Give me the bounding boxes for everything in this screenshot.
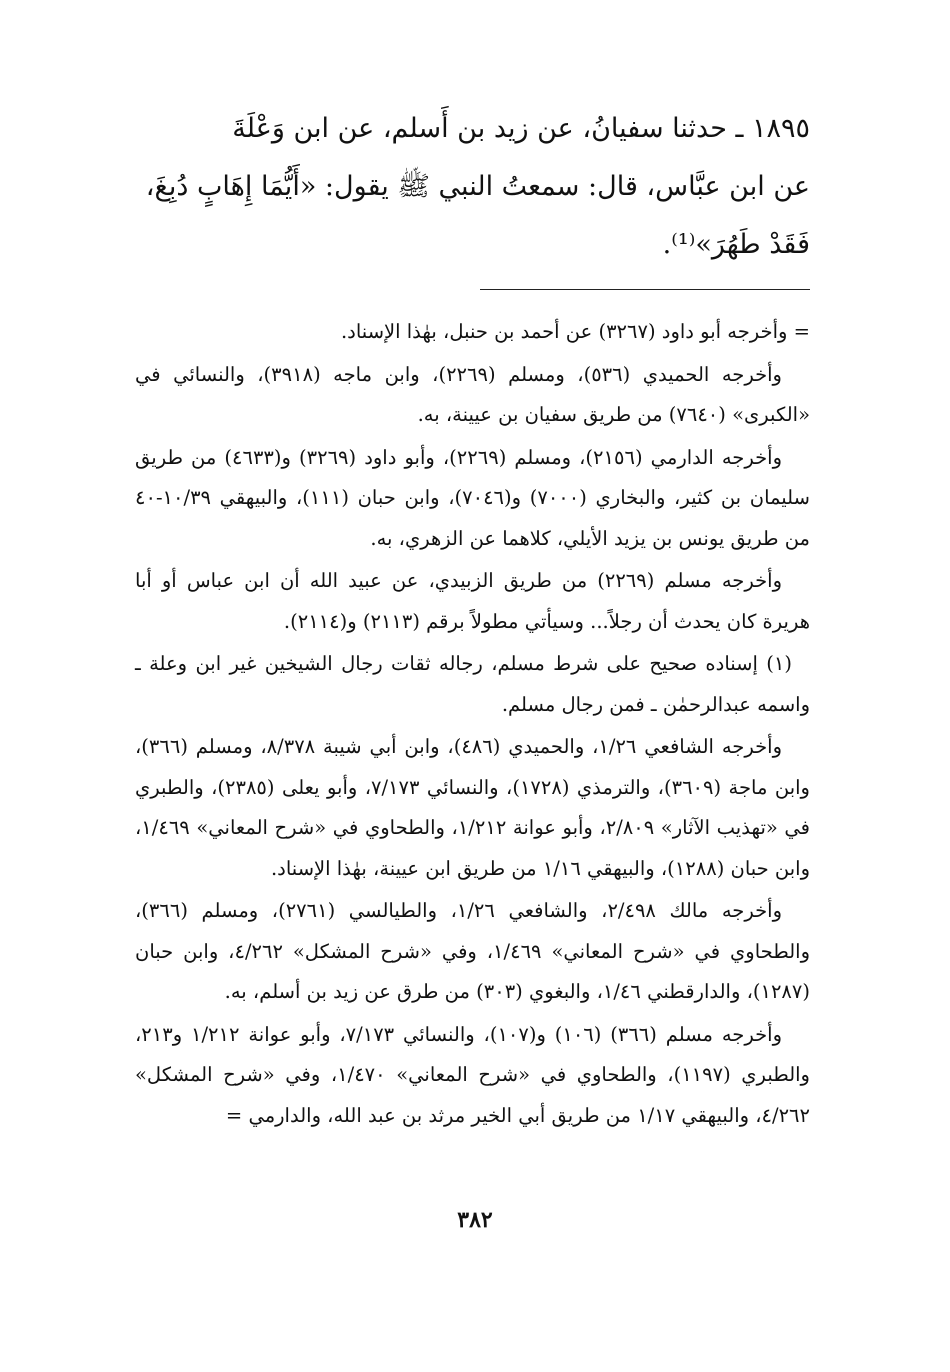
note-paragraph: وأخرجه الدارمي (٢١٥٦)، ومسلم (٢٢٦٩)، وأبو داود (٣٢٦٩) و(٤٦٣٣) من طريق سليمان بن كثير، والبخاري (٧٠٠٠) و(٧٠٤٦)، وابن حبان (١١١)، والبيهقي ١٠/٣٩-٤٠ من طريق يونس بن يزيد الأيلي، كلاهما عن الزهري، به. [135,445,810,550]
note-paragraph: وأخرجه الشافعي ١/٢٦، والحميدي (٤٨٦)، وابن أبي شيبة ٨/٣٧٨، ومسلم (٣٦٦)، وابن ماجة (٣٦٠٩)، والترمذي (١٧٢٨)، والنسائي ٧/١٧٣، وأبو يعلى (٢٣٨٥)، والطبري في «تهذيب الآثار» ٢/٨٠٩، وأبو عوانة ١/٢١٢، والطحاوي في «شرح المعاني» ١/٤٦٩، وابن حبان (١٢٨٨)، والبيهقي ١/١٦ من طريق ابن عيينة، بهٰذا الإسناد. [135,735,810,880]
page-number: ٣٨٢ [457,1207,493,1233]
hadith-text [130,100,810,274]
hadith-line-3: فَقَدْ طَهُرَ»⁽¹⁾. [662,229,810,260]
hadith-line-1: ١٨٩٥ ـ حدثنا سفيانُ، عن زيد بن أَسلم، عن ابن وَعْلَةَ [232,113,810,144]
note-paragraph: وأخرجه مسلم (٣٦٦) (١٠٦) و(١٠٧)، والنسائي ٧/١٧٣، وأبو عوانة ١/٢١٢ و٢١٣، والطبري (١١٩٧)، والطحاوي في «شرح المعاني» ١/٤٧٠، وفي «شرح المشكل» ٤/٢٦٢، والبيهقي ١/١٧ من طريق أبي الخير مرثد بن عبد الله، والدارمي = [135,1022,810,1127]
note-paragraph: = وأخرجه أبو داود (٣٢٦٧) عن أحمد بن حنبل، بهٰذا الإسناد. [340,320,810,343]
footnote-separator [480,289,810,290]
note-paragraph: وأخرجه مسلم (٢٢٦٩) من طريق الزبيدي، عن عبيد الله أن ابن عباس أو أبا هريرة كان يحدث أن رجلاً... وسيأتي مطولاً برقم (٢١١٣) و(٢١١٤). [135,569,810,633]
hadith-line-2: عن ابن عبَّاس، قال: سمعتُ النبي ﷺ يقول: «أَيُّمَا إِهَابٍ دُبِغَ، [145,171,810,202]
footnotes [135,312,810,1138]
note-paragraph: وأخرجه الحميدي (٥٣٦)، ومسلم (٢٢٦٩)، وابن ماجه (٣٩١٨)، والنسائي في «الكبرى» (٧٦٤٠) من طريق سفيان بن عيينة، به. [135,362,810,426]
note-paragraph: وأخرجه مالك ٢/٤٩٨، والشافعي ١/٢٦، والطيالسي (٢٧٦١)، ومسلم (٣٦٦)، والطحاوي في «شرح المعاني» ١/٤٦٩، وفي «شرح المشكل» ٤/٢٦٢، وابن حبان (١٢٨٧)، والدارقطني ١/٤٦، والبغوي (٣٠٣) من طرق عن زيد بن أسلم، به. [135,899,810,1003]
footnote-1: (١) إسناده صحيح على شرط مسلم، رجاله ثقات رجال الشيخين غير ابن وعلة ـ واسمه عبدالرحمٰن ـ فمن رجال مسلم. [135,652,810,716]
